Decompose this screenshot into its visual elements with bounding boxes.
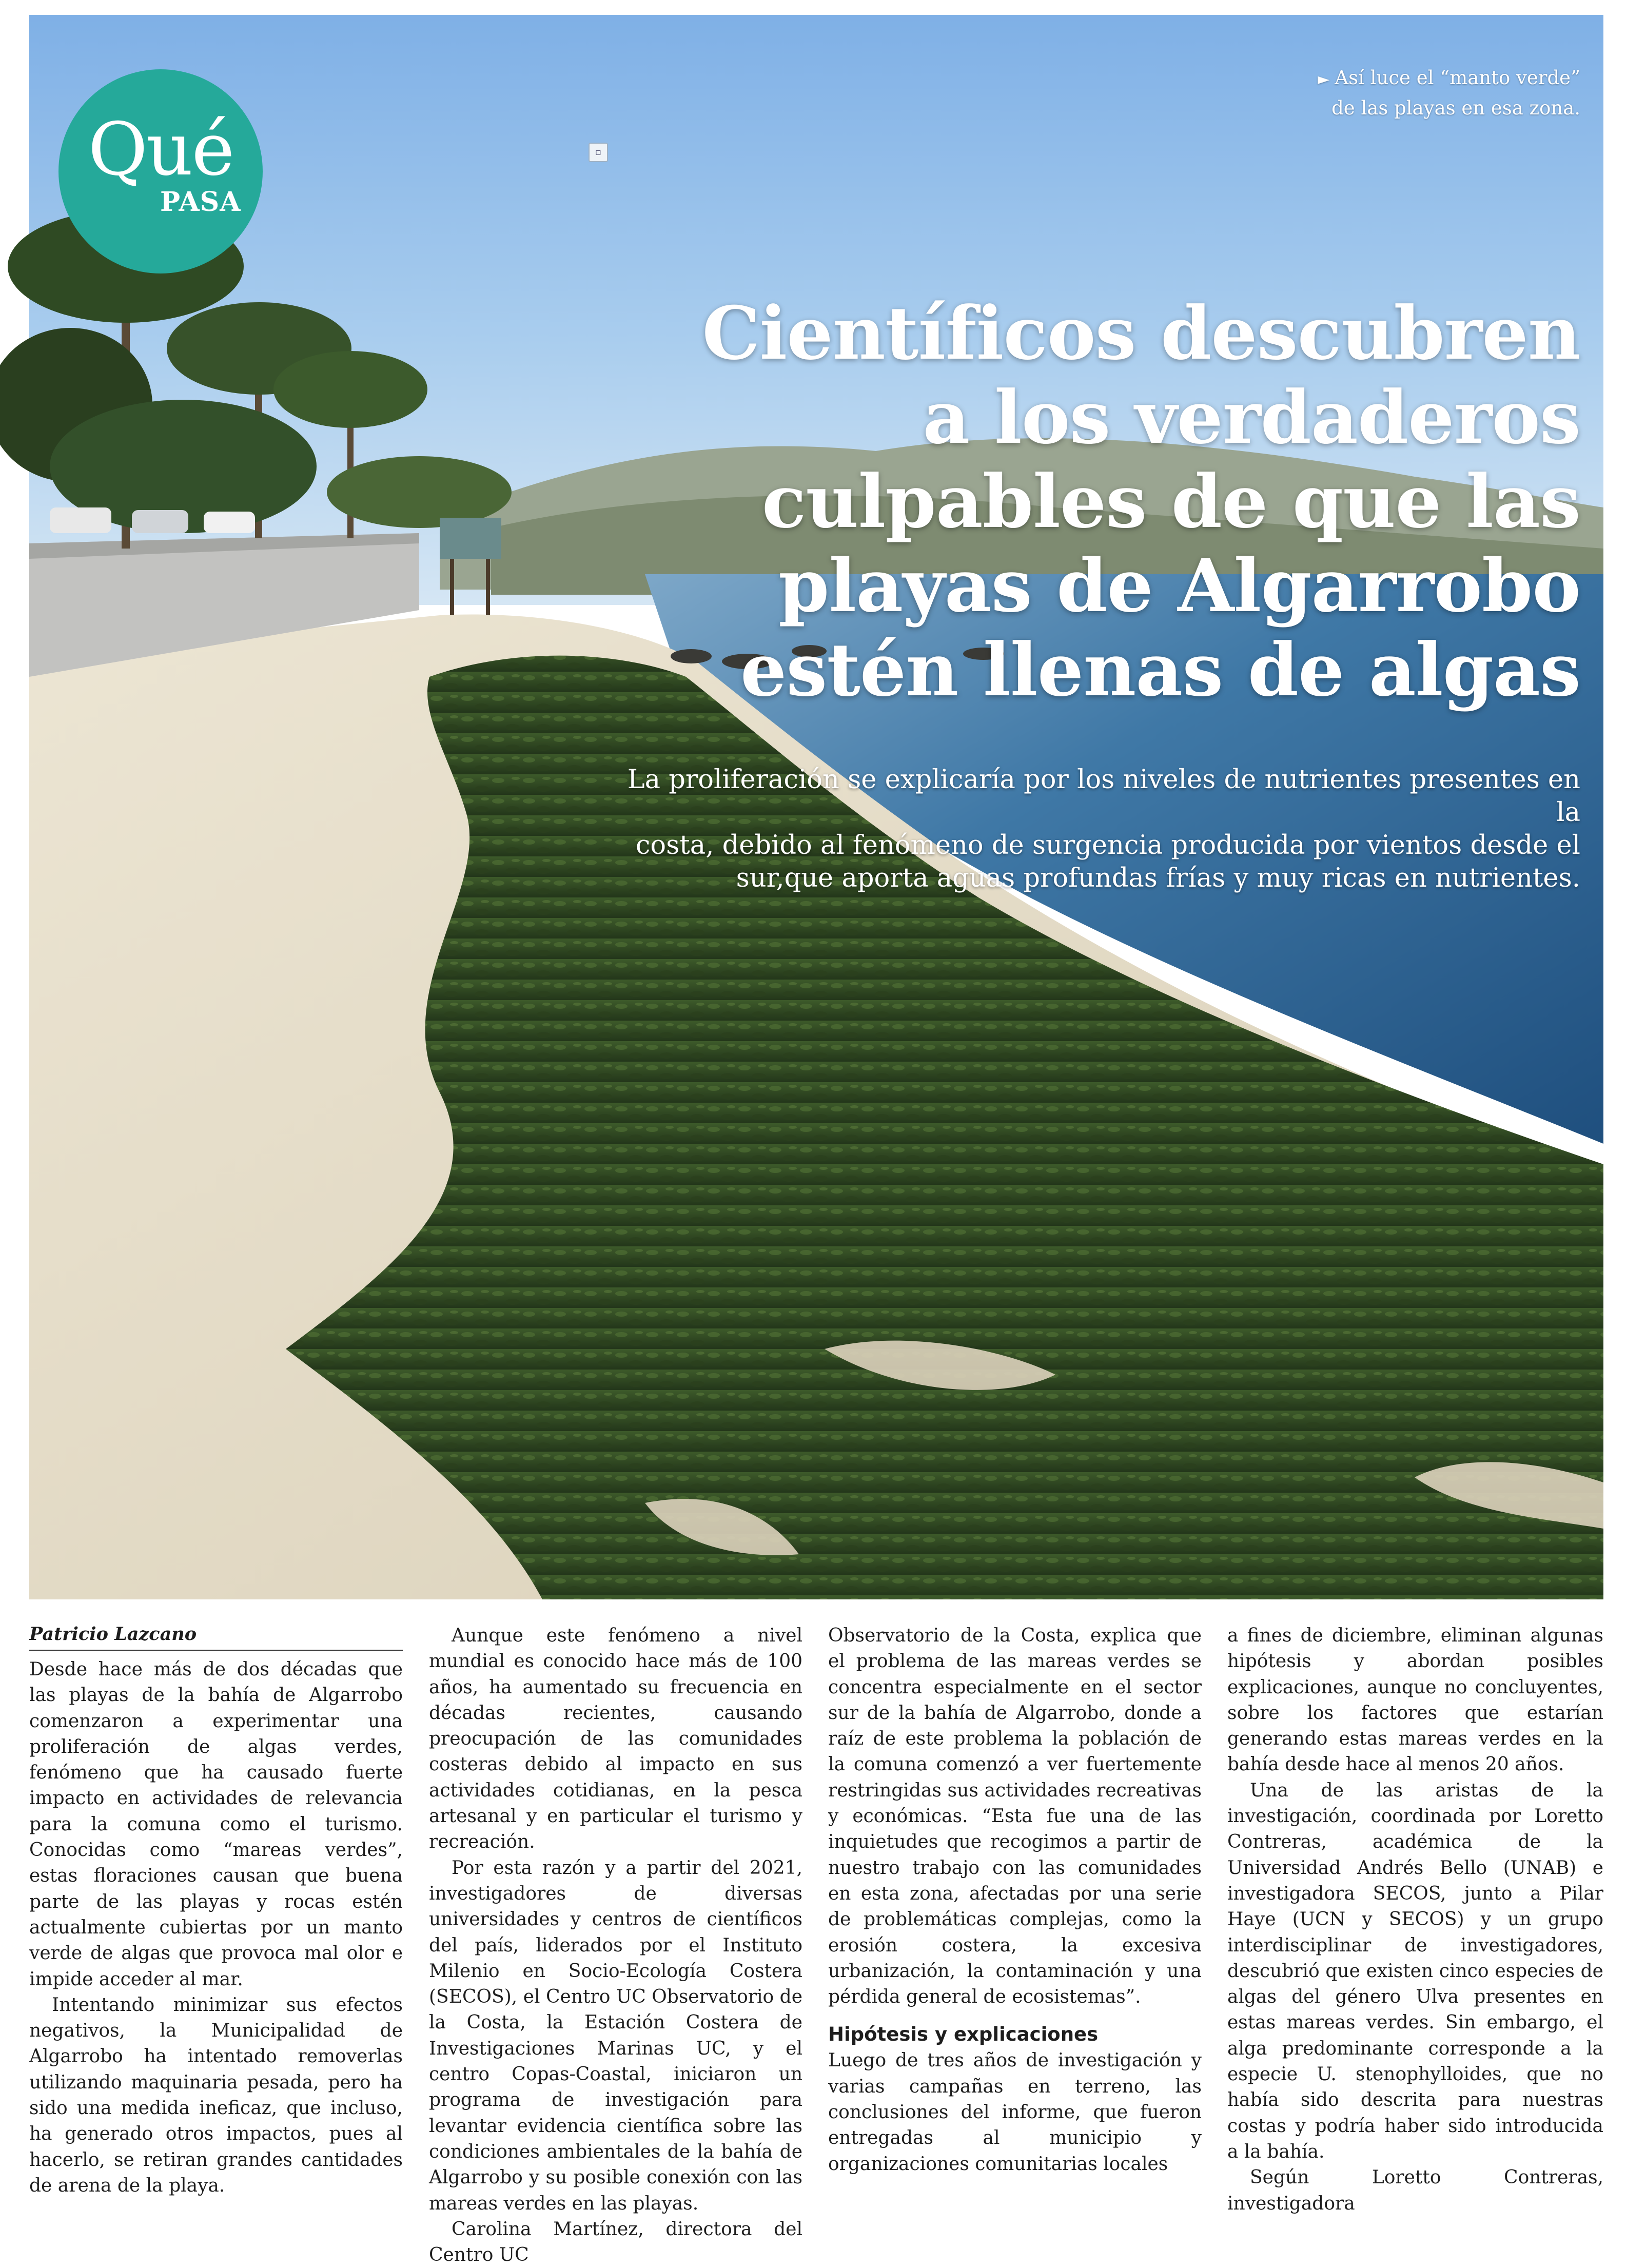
article-column-1 bbox=[29, 1623, 403, 2196]
paragraph: Por esta razón y a partir del 2021, investigadores de diversas universidades y centros de científicos del país, liderados por el Instituto Milenio en Socio-Ecología Costera (SECOS), el Centro UC Observatorio de la Costa, la Estación Costera de Investigaciones Marinas UC, y el centro Copas-Coastal, iniciaron un programa de investigación para levantar evidencia científica sobre las condiciones ambientales de la bahía de Algarrobo y su posible conexión con las mareas verdes en las playas. bbox=[429, 1857, 802, 2214]
article-column-3 bbox=[828, 1623, 1202, 2177]
paragraph: Aunque este fenómeno a nivel mundial es conocido hace más de 100 años, ha aumentado su frecuencia en décadas recientes, causando preocupación de las comunidades costeras debido al impacto en sus actividades cotidianas, en la pesca artesanal y en particular el turismo y recreación. bbox=[429, 1625, 802, 1853]
triangle-right-icon: ► bbox=[1318, 70, 1330, 88]
photo-caption-line1: Así luce el “manto verde” bbox=[1335, 67, 1580, 89]
photo-caption bbox=[1221, 64, 1580, 123]
article-deck bbox=[605, 764, 1580, 895]
paragraph: a fines de diciembre, eliminan algunas hipótesis y abordan posibles explicaciones, aunque no concluyentes, sobre los factores que estarían generando estas mareas verdes en la bahía desde hace al menos 20 años. bbox=[1227, 1625, 1603, 1775]
paragraph: Una de las aristas de la investigación, coordinada por Loretto Contreras, académica de la Universidad Andrés Bello (UNAB) e investigadora SECOS, junto a Pilar Haye (UCN y SECOS) y un grupo interdisciplinar de investigadores, descubrió que existen cinco especies de algas del género Ulva presentes en estas mareas verdes. Sin embargo, el alga predominante corresponde a la especie U. stenophylloides, que no había sido descrita para nuestras costas y podría haber sido introducida a la bahía. bbox=[1227, 1780, 1603, 2162]
article-column-2 bbox=[429, 1623, 802, 2266]
paragraph: Desde hace más de dos décadas que las playas de la bahía de Algarrobo comenzaron a experimentar una proliferación de algas verdes, fenómeno que ha causado fuerte impacto en actividades de relevancia para la comuna como el turismo. Conocidas como “mareas verdes”, estas floraciones causan que buena parte de las playas y rocas estén actualmente cubiertas por un manto verde de algas que provoca mal olor e impide acceder al mar. bbox=[29, 1659, 403, 1990]
article-headline bbox=[657, 291, 1580, 712]
deck-line: La proliferación se explicaría por los niveles de nutrientes presentes en la bbox=[627, 765, 1580, 828]
deck-line: sur,que aporta aguas profundas frías y muy ricas en nutrientes. bbox=[736, 863, 1580, 893]
paragraph: Observatorio de la Costa, explica que el problema de las mareas verdes se concentra especialmente en el sector sur de la bahía de Algarrobo, donde a raíz de este problema la población de la comuna comenzó a ver fuertemente restringidas sus actividades recreativas y económicas. “Esta fue una de las inquietudes que recogimos a partir de nuestro trabajo con las comunidades en esta zona, afectadas por una serie de problemáticas complejas, como la erosión costera, la excesiva urbanización, la contaminación y una pérdida general de ecosistemas”. bbox=[828, 1625, 1202, 2008]
headline-line: estén llenas de algas bbox=[740, 628, 1580, 713]
section-subheading: Hipótesis y explicaciones bbox=[828, 2023, 1099, 2046]
byline: Patricio Lazcano bbox=[29, 1623, 403, 1651]
headline-line: culpables de que las bbox=[761, 459, 1580, 544]
headline-line: a los verdaderos bbox=[923, 375, 1580, 460]
photo-marker-icon: ▫ bbox=[589, 143, 608, 162]
section-badge bbox=[58, 69, 263, 273]
headline-line: Científicos descubren bbox=[702, 291, 1580, 376]
headline-line: playas de Algarrobo bbox=[778, 543, 1580, 629]
section-badge-title: Qué bbox=[88, 107, 233, 192]
paragraph: Carolina Martínez, directora del Centro UC bbox=[429, 2218, 802, 2266]
photo-caption-line2: de las playas en esa zona. bbox=[1331, 97, 1580, 119]
section-badge-subtitle: PASA bbox=[160, 186, 241, 218]
paragraph: Según Loretto Contreras, investigadora bbox=[1227, 2167, 1603, 2214]
deck-line: costa, debido al fenómeno de surgencia producida por vientos desde el bbox=[635, 830, 1580, 861]
article-column-4 bbox=[1227, 1623, 1603, 2214]
paragraph: Intentando minimizar sus efectos negativos, la Municipalidad de Algarrobo ha intentado removerlas utilizando maquinaria pesada, pero ha sido una medida ineficaz, que incluso, ha generado otros impactos, pues al hacerlo, se retiran grandes cantidades de arena de la playa. bbox=[29, 1994, 403, 2196]
paragraph: Luego de tres años de investigación y varias campañas en terreno, las conclusiones del informe, que fueron entregadas al municipio y organizaciones comunitarias locales bbox=[828, 2050, 1202, 2175]
